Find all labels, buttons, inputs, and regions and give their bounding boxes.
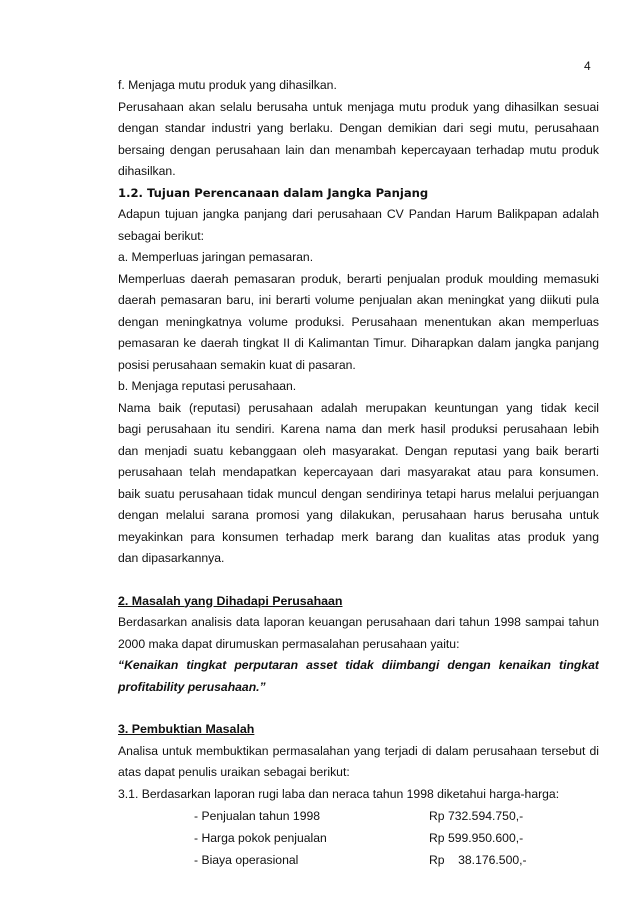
problem-statement-quote: “Kenaikan tingkat perputaran asset tidak diimbangi dengan kenaikan tingkat	[118, 658, 599, 672]
paragraph-line: meyakinkan para konsumen terhadap merk barang dan kualitas atas produk yang	[118, 529, 599, 544]
document-body	[118, 75, 599, 871]
paragraph-line: dengan standar industri yang berlaku. Dengan demikian dari segi mutu, perusahaan	[118, 121, 599, 135]
section-2-heading: 2. Masalah yang Dihadapi Perusahaan	[118, 593, 343, 608]
section-1-2-heading: 1.2. Tujuan Perencanaan dalam Jangka Panjang	[118, 185, 429, 200]
cost-row-cogs	[118, 827, 599, 849]
paragraph-line: daerah pemasaran baru, ini berarti volume penjualan akan meningkat yang diikuti pula	[118, 293, 599, 307]
spacer	[118, 570, 599, 591]
cost-value: Rp 38.176.500,-	[429, 853, 527, 867]
item-a-title: a. Memperluas jaringan pemasaran.	[118, 250, 314, 264]
page-number: 4	[584, 59, 591, 73]
section-3-heading: 3. Pembuktian Masalah	[118, 722, 255, 736]
cost-row-sales	[118, 805, 599, 827]
item-b-title: b. Menjaga reputasi perusahaan.	[118, 379, 297, 393]
paragraph-line: Berdasarkan analisis data laporan keuangan perusahaan dari tahun 1998 sampai tahun	[118, 615, 599, 629]
paragraph-line: Adapun tujuan jangka panjang dari perusahaan CV Pandan Harum Balikpapan adalah	[118, 207, 599, 221]
paragraph-line: Perusahaan akan selalu berusaha untuk menjaga mutu produk yang dihasilkan sesuai	[118, 99, 599, 114]
paragraph-line: baik suatu perusahaan tidak muncul dengan sendirinya tetapi harus melalui perjuangan	[118, 486, 599, 501]
subsection-3-1: 3.1. Berdasarkan laporan rugi laba dan neraca tahun 1998 diketahui harga-harga:	[118, 786, 560, 801]
paragraph-line: dengan melalui sarana promosi yang dilakukan, perusahaan harus berusaha untuk	[118, 508, 599, 522]
paragraph-line: posisi perusahaan semakin kuat di pasaran.	[118, 357, 356, 372]
paragraph-line: Analisa untuk membuktikan permasalahan yang terjadi di dalam perusahaan tersebut di	[118, 743, 599, 758]
cost-value: Rp 732.594.750,-	[429, 809, 524, 823]
cost-value: Rp 599.950.600,-	[429, 831, 524, 845]
paragraph-line: bagi perusahaan itu sendiri. Karena nama dan merk hasil produksi perusahaan lebih	[118, 422, 599, 436]
paragraph-line: Nama baik (reputasi) perusahaan adalah merupakan keuntungan yang tidak kecil	[118, 400, 599, 415]
section-f-title: f. Menjaga mutu produk yang dihasilkan.	[118, 78, 337, 92]
spacer	[118, 698, 599, 719]
cost-label: - Penjualan tahun 1998	[194, 809, 321, 823]
cost-row-operating	[118, 849, 599, 871]
paragraph-line: bersaing dengan perusahaan lain dan menambah kepercayaan terhadap mutu produk	[118, 142, 599, 157]
paragraph-line: atas dapat penulis uraikan sebagai berikut:	[118, 765, 350, 779]
paragraph-line: pemasaran ke daerah tingkat II di Kalimantan Timur. Diharapkan dalam jangka panjang	[118, 336, 599, 350]
problem-statement-quote-end: profitability perusahaan.”	[118, 679, 266, 694]
paragraph-line: dihasilkan.	[118, 164, 176, 178]
paragraph-line: Memperluas daerah pemasaran produk, berarti penjualan produk moulding memasuki	[118, 271, 599, 286]
paragraph-line: dengan meningkatnya volume produksi. Perusahaan menentukan akan memperluas	[118, 314, 599, 329]
paragraph-line: 2000 maka dapat dirumuskan permasalahan perusahaan yaitu:	[118, 636, 460, 651]
cost-label: - Harga pokok penjualan	[194, 831, 327, 845]
paragraph-line: dan dipasarkannya.	[118, 551, 225, 565]
paragraph-line: sebagai berikut:	[118, 228, 205, 243]
paragraph-line: perusahaan telah mendapatkan kepercayaan dari masyarakat atau para konsumen.	[118, 465, 599, 479]
cost-label: - Biaya operasional	[194, 853, 299, 867]
paragraph-line: dan menjadi suatu kebanggaan oleh masyarakat. Dengan reputasi yang baik berarti	[118, 443, 599, 458]
